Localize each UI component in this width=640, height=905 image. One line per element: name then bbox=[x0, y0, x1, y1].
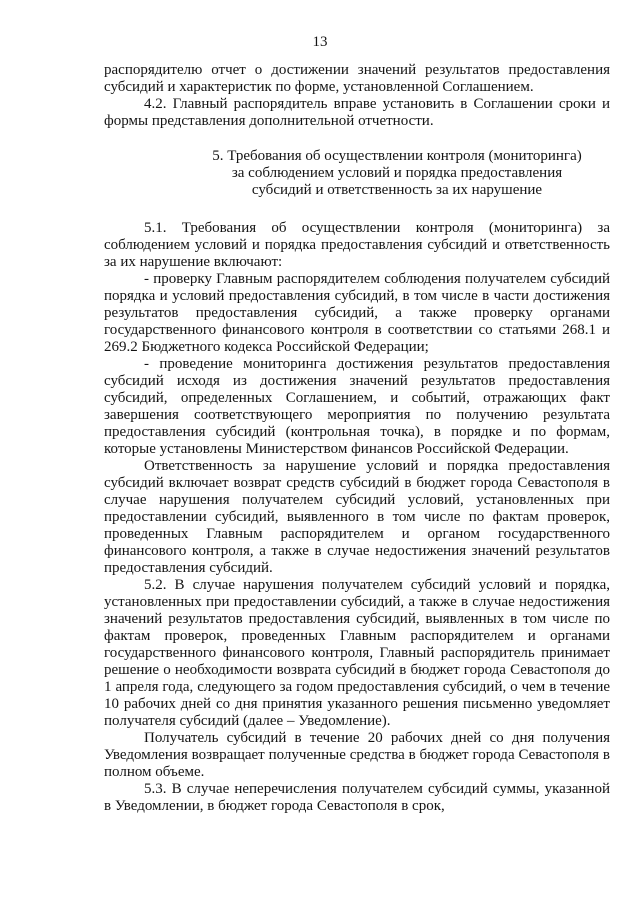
paragraph-return: Получатель субсидий в течение 20 рабочих дней со дня получения Уведомления возвращает полученные средства в бюджет города Севастополя в полном объеме. bbox=[104, 730, 610, 780]
paragraph-report: распорядителю отчет о достижении значений результатов предоставления субсидий и характеристик по форме, установленной Соглашением. bbox=[104, 62, 610, 95]
paragraph-5-3: 5.3. В случае неперечисления получателем субсидий суммы, указанной в Уведомлении, в бюджет города Севастополя в срок, bbox=[104, 781, 610, 814]
heading-line-2: за соблюдением условий и порядка предоставления bbox=[231, 165, 563, 181]
paragraph-4-2: 4.2. Главный распорядитель вправе установить в Соглашении сроки и формы представления дополнительной отчетности. bbox=[104, 96, 610, 129]
top-text bbox=[104, 62, 610, 130]
paragraph-monitoring: - проведение мониторинга достижения результатов предоставления субсидий исходя из достижения значений результатов предоставления субсидий, определенных Соглашением, и событий, отражающих факт завершения соответствующего мероприятия по получению результата предоставления субсидий (контрольная точка), в порядке и по формам, которые установлены Министерством финансов Российской Федерации. bbox=[104, 356, 610, 457]
paragraph-responsibility: Ответственность за нарушение условий и порядка предоставления субсидий включает возврат средств субсидий в бюджет города Севастополя в случае нарушения получателем субсидий условий, установленных при предоставлении субсидий, выявленного в том числе по фактам проверок, проведенных Главным распорядителем и органом государственного финансового контроля, а также в случае недостижения значений результатов предоставления субсидий. bbox=[104, 458, 610, 576]
heading-line-1: 5. Требования об осуществлении контроля (мониторинга) bbox=[212, 148, 582, 164]
heading-line-3: субсидий и ответственность за их нарушение bbox=[251, 182, 543, 198]
section-5-text bbox=[104, 220, 610, 815]
paragraph-inspection: - проверку Главным распорядителем соблюдения получателем субсидий порядка и условий предоставления субсидий, в том числе в части достижения результатов предоставления субсидий, а также проверку органами государственного финансового контроля в соответствии со статьями 268.1 и 269.2 Бюджетного кодекса Российской Федерации; bbox=[104, 271, 610, 355]
page-number: 13 bbox=[312, 34, 328, 50]
paragraph-5-2: 5.2. В случае нарушения получателем субсидий условий и порядка, установленных при предоставлении субсидий, а также в случае недостижения значений результатов предоставления субсидий, выявленных в том числе по фактам проверок, проведенных Главным распорядителем и органами государственного финансового контроля, Главный распорядитель принимает решение о необходимости возврата субсидий в бюджет города Севастополя до 1 апреля года, следующего за годом предоставления субсидий, о чем в течение 10 рабочих дней со дня принятия указанного решения письменно уведомляет получателя субсидий (далее – Уведомление). bbox=[104, 577, 610, 729]
section-heading bbox=[104, 148, 610, 199]
paragraph-5-1: 5.1. Требования об осуществлении контроля (мониторинга) за соблюдением условий и порядка предоставления субсидий и ответственность за их нарушение включают: bbox=[104, 220, 610, 270]
